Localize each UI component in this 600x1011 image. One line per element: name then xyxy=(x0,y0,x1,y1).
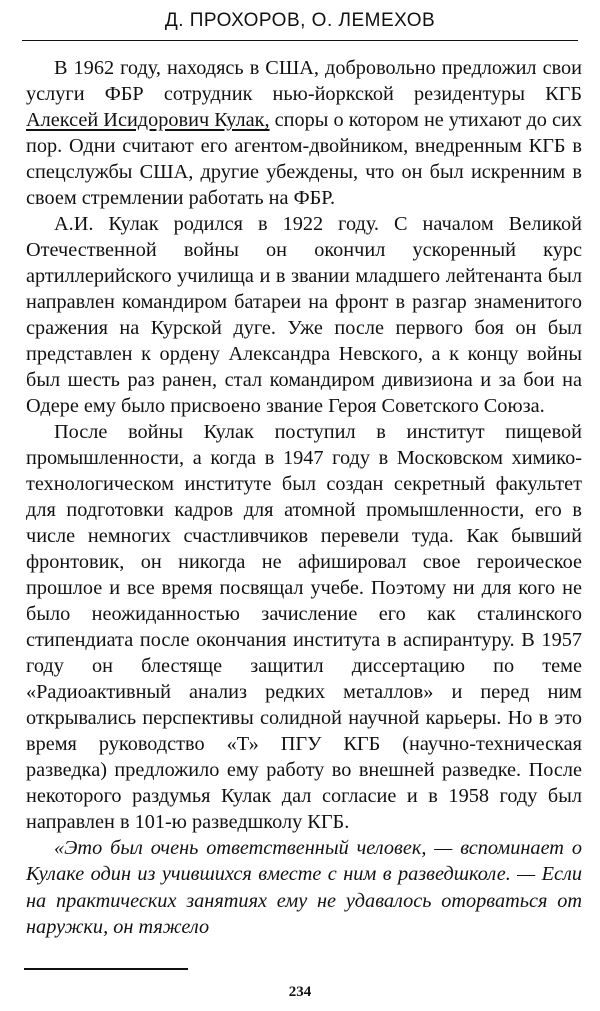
paragraph-1-tail: споры о котором не утихают до сих пор. Одни считают его агентом-двойником, внедренным КГБ в спецслужбы США, другие убеждены, что он был искренним в своем стремлении работать на ФБР. xyxy=(26,109,582,210)
page-number: 234 xyxy=(288,984,312,1000)
paragraph-1 xyxy=(26,55,582,211)
body-text xyxy=(26,55,582,940)
paragraph-2: А.И. Кулак родился в 1922 году. С началом Великой Отечественной войны он окончил ускоренный курс артиллерийского училища и в звании младшего лейтенанта был направлен командиром батареи на фронт в разгар знаменитого сражения на Курской дуге. Уже после первого боя он был представлен к ордену Александра Невского, а к концу войны был шесть раз ранен, стал командиром дивизиона и за бои на Одере ему было присвоено звание Героя Советского Союза. xyxy=(26,213,582,418)
paragraph-4-quote: «Это был очень ответственный человек, — вспоминает о Кулаке один из учившихся вместе с ним в разведшколе. — Если на практических занятиях ему не удавалось оторваться от наружки, он тяжело xyxy=(26,837,582,938)
running-head-authors: Д. ПРОХОРОВ, О. ЛЕМЕХОВ xyxy=(164,10,436,31)
paragraph-1-lead: В 1962 году, находясь в США, добровольно предложил свои услуги ФБР сотрудник нью-йоркской резидентуры КГБ xyxy=(26,57,582,106)
header-rule xyxy=(22,40,578,41)
paragraph-3: После войны Кулак поступил в институт пищевой промышленности, а когда в 1947 году в Московском химико-технологическом институте был создан секретный факультет для подготовки кадров для атомной промышленности, его в числе немногих счастливчиков перевели туда. Как бывший фронтовик, он никогда не афишировал свое героическое прошлое и все время посвящал учебе. Поэтому ни для кого не было неожиданностью зачисление его как сталинского стипендиата после окончания института в аспирантуру. В 1957 году он блестяще защитил диссертацию по теме «Радиоактивный анализ редких металлов» и перед ним открывались перспективы солидной научной карьеры. Но в это время руководство «Т» ПГУ КГБ (научно-техническая разведка) предложило ему работу во внешней разведке. После некоторого раздумья Кулак дал согласие и в 1958 году был направлен в 101-ю разведшколу КГБ. xyxy=(26,421,582,834)
underlined-name: Алексей Исидорович Кулак, xyxy=(26,109,270,132)
footnote-rule xyxy=(24,968,188,970)
